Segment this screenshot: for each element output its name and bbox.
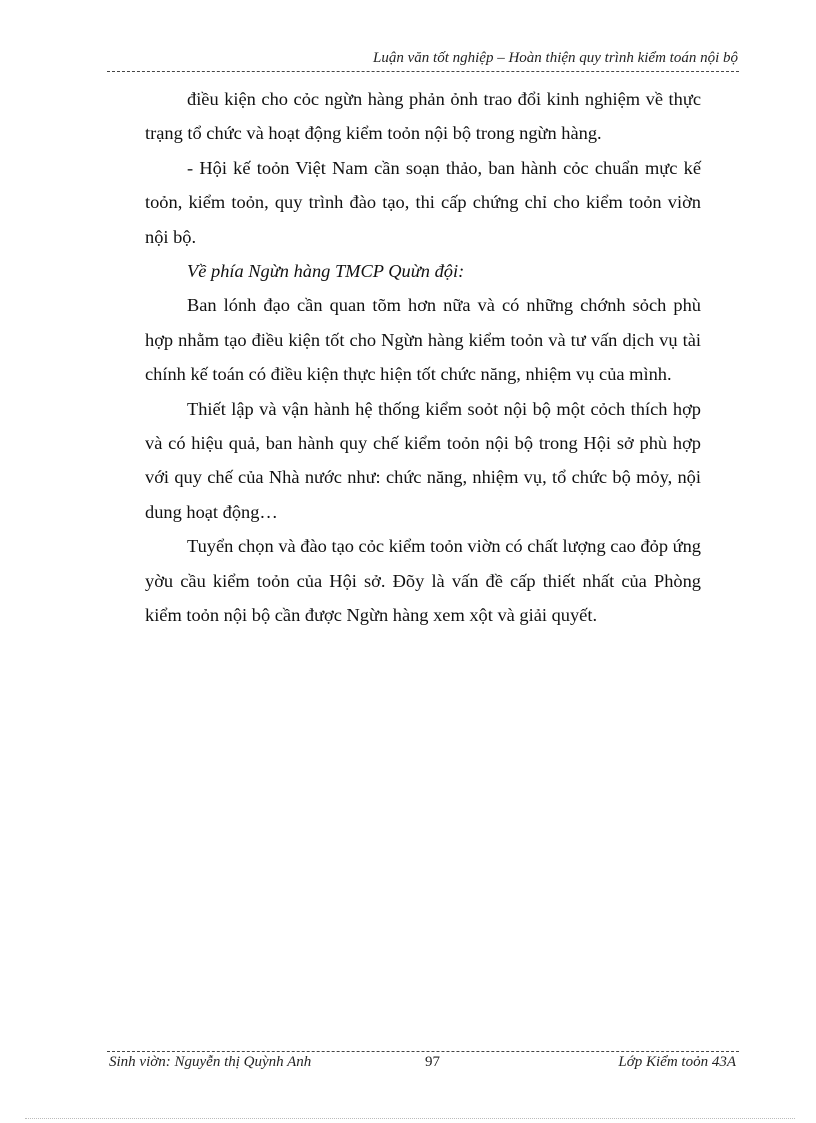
running-header-title: Luận văn tốt nghiệp – Hoàn thiện quy trình kiểm toán nội bộ [373,50,738,66]
page-edge-divider [25,1118,795,1119]
paragraph-recruitment: Tuyển chọn và đào tạo cỏc kiểm toỏn viờn có chất lượng cao đỏp ứng yờu cầu kiểm toỏn của Hội sở. Đõy là vấn đề cấp thiết nhất của Phòng kiểm toỏn nội bộ cần được Ngừn hàng xem xột và giải quyết. [145,536,701,626]
section-subheading: Về phía Ngừn hàng TMCP Quừn đội: [187,261,465,282]
paragraph-leadership: Ban lónh đạo cần quan tõm hơn nữa và có những chớnh sỏch phù hợp nhằm tạo điều kiện tốt cho Ngừn hàng kiểm toỏn và tư vấn dịch vụ tài chính kế toán có điều kiện thực hiện tốt chức năng, nhiệm vụ của mình. [145,295,701,385]
paragraph-internal-control: Thiết lập và vận hành hệ thống kiểm soỏt nội bộ một cỏch thích hợp và có hiệu quả, ban hành quy chế kiểm toỏn nội bộ trong Hội sở phù hợp với quy chế của Nhà nước như: chức năng, nhiệm vụ, tổ chức bộ mỏy, nội dung hoạt động… [145,398,701,522]
footer-student-name: Sinh viờn: Nguyễn thị Quỳnh Anh [109,1054,312,1070]
paragraph-accounting-association: - Hội kế toỏn Việt Nam cần soạn thảo, ban hành cỏc chuẩn mực kế toỏn, kiểm toỏn, quy trình đào tạo, thi cấp chứng chỉ cho kiểm toỏn viờn nội bộ. [145,157,701,247]
header-divider [107,71,739,72]
paragraph-continuation: điều kiện cho cỏc ngừn hàng phản ỏnh trao đổi kinh nghiệm về thực trạng tổ chức và hoạt động kiểm toỏn nội bộ trong ngừn hàng. [145,89,701,144]
body-text [145,82,701,633]
page-number: 97 [425,1054,440,1070]
footer-divider [107,1051,739,1052]
footer-class-name: Lớp Kiểm toỏn 43A [618,1054,736,1070]
